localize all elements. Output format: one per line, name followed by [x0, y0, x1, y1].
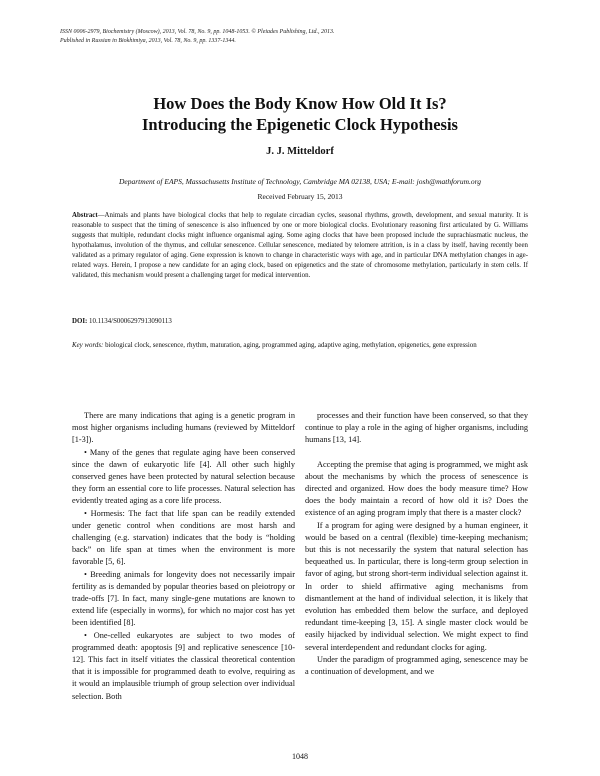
keywords-text: biological clock, senescence, rhythm, maturation, aging, programmed aging, adaptive aging, methylation, epigenetics, gene expression [105, 342, 477, 349]
abstract-text: —Animals and plants have biological clocks that help to regulate circadian cycles, seasonal rhythms, growth, development, and sexual maturity. It is reasonable to suspect that the timing of senescence is also influenced by one or more biological clocks. Evolutionary reasoning first articulated by G. Williams suggests that multiple, redundant clocks might influence organismal aging. Some aging clocks that have been proposed include the suprachiasmatic nucleus, the hypothalamus, involution of the thymus, and cellular senescence. Cellular senescence, mediated by telomere attrition, is in a class by itself, having recently been validated as a primary regulator of aging. Gene expression is known to change in characteristic ways with age, and in particular DNA methylation changes in age-related ways. Herein, I propose a new candidate for an aging clock, based on epigenetics and the state of chromosome methylation, particularly in stem cells. If validated, this mechanism would present a challenging target for medical intervention. [72, 212, 528, 279]
body-paragraph: • Hormesis: The fact that life span can be readily extended under genetic control when conditions are most harsh and challenging (e.g. starvation) indicates that the body is “holding back” on life span at times when the environment is more favorable [5, 6]. [72, 508, 295, 567]
doi-value[interactable]: 10.1134/S0006297913090113 [89, 318, 172, 325]
body-column-right [305, 410, 528, 678]
doi [72, 318, 528, 325]
body-paragraph: processes and their function have been conserved, so that they continue to play a role in the aging of higher organisms, including humans [13, 14]. [305, 411, 528, 445]
body-paragraph: • Many of the genes that regulate aging have been conserved since the dawn of eukaryotic life [4]. All other such highly conserved genes have been protected by natural selection because they form an essential core to life processes. Natural selection has evidently treated aging as a core life process. [72, 447, 295, 506]
article-title-line-1: How Does the Body Know How Old It Is? [153, 94, 447, 113]
page-number: 1048 [292, 752, 308, 761]
body-column-left [72, 410, 295, 703]
body-paragraph: Under the paradigm of programmed aging, senescence may be a continuation of development, and we [305, 654, 528, 677]
body-paragraph: Accepting the premise that aging is programmed, we might ask about the mechanisms by which the process of senescence is directed and organized. How does the body measure time? How does the body maintain a record of how old it is? Does the existence of an aging program imply that there is a master clock? [305, 459, 528, 518]
keywords-label: Key words: [72, 342, 104, 349]
translation-citation-line: Published in Russian in Biokhimiya, 2013, Vol. 78, No. 9, pp. 1337-1344. [60, 38, 236, 44]
journal-citation-line: ISSN 0006-2979, Biochemistry (Moscow), 2013, Vol. 78, No. 9, pp. 1048-1053. © Pleiades Publishing, Ltd., 2013. [60, 29, 335, 35]
body-paragraph: • Breeding animals for longevity does not necessarily impair fertility as is demanded by popular theories based on pleiotropy or trade-offs [7]. In fact, many single-gene mutations are known to extend life (especially in worms), for which no major cost has yet been identified [8]. [72, 569, 295, 628]
body-paragraph: There are many indications that aging is a genetic program in most higher organisms including humans (reviewed by Mitteldorf [1-3]). [72, 411, 295, 445]
abstract-label: Abstract [72, 212, 98, 219]
received-date: Received February 15, 2013 [257, 192, 343, 201]
abstract [72, 211, 528, 281]
doi-label: DOI: [72, 318, 88, 325]
author-name: J. J. Mitteldorf [266, 146, 334, 157]
author-affiliation: Department of EAPS, Massachusetts Institute of Technology, Cambridge MA 02138, USA; E-mail: josh@mathforum.org [118, 177, 481, 186]
body-paragraph: If a program for aging were designed by a human engineer, it would be based on a central (flexible) time-keeping mechanism; but this is not necessarily the system that natural selection has bequeathed us. In particular, there is long-term group selection in favor of aging, but strong short-term individual selection against it. In order to shield affirmative aging mechanisms from dismantlement at the hand of individual selection, it is likely that evolution has embedded them below the surface, and deployed redundant time-keeping [3, 15]. A single master clock would be easily hijacked by individual selection. We might expect to find several interdependent and redundant clocks for aging. [305, 520, 528, 652]
keywords [72, 341, 528, 351]
article-title-line-2: Introducing the Epigenetic Clock Hypothesis [142, 115, 458, 134]
body-paragraph: • One-celled eukaryotes are subject to two modes of programmed death: apoptosis [9] and replicative senescence [10-12]. This fact in itself vitiates the classical theoretical contention that it is impossible for programmed death to evolve, requiring as it would an implausible triumph of group selection over individual selection. Both [72, 630, 295, 701]
